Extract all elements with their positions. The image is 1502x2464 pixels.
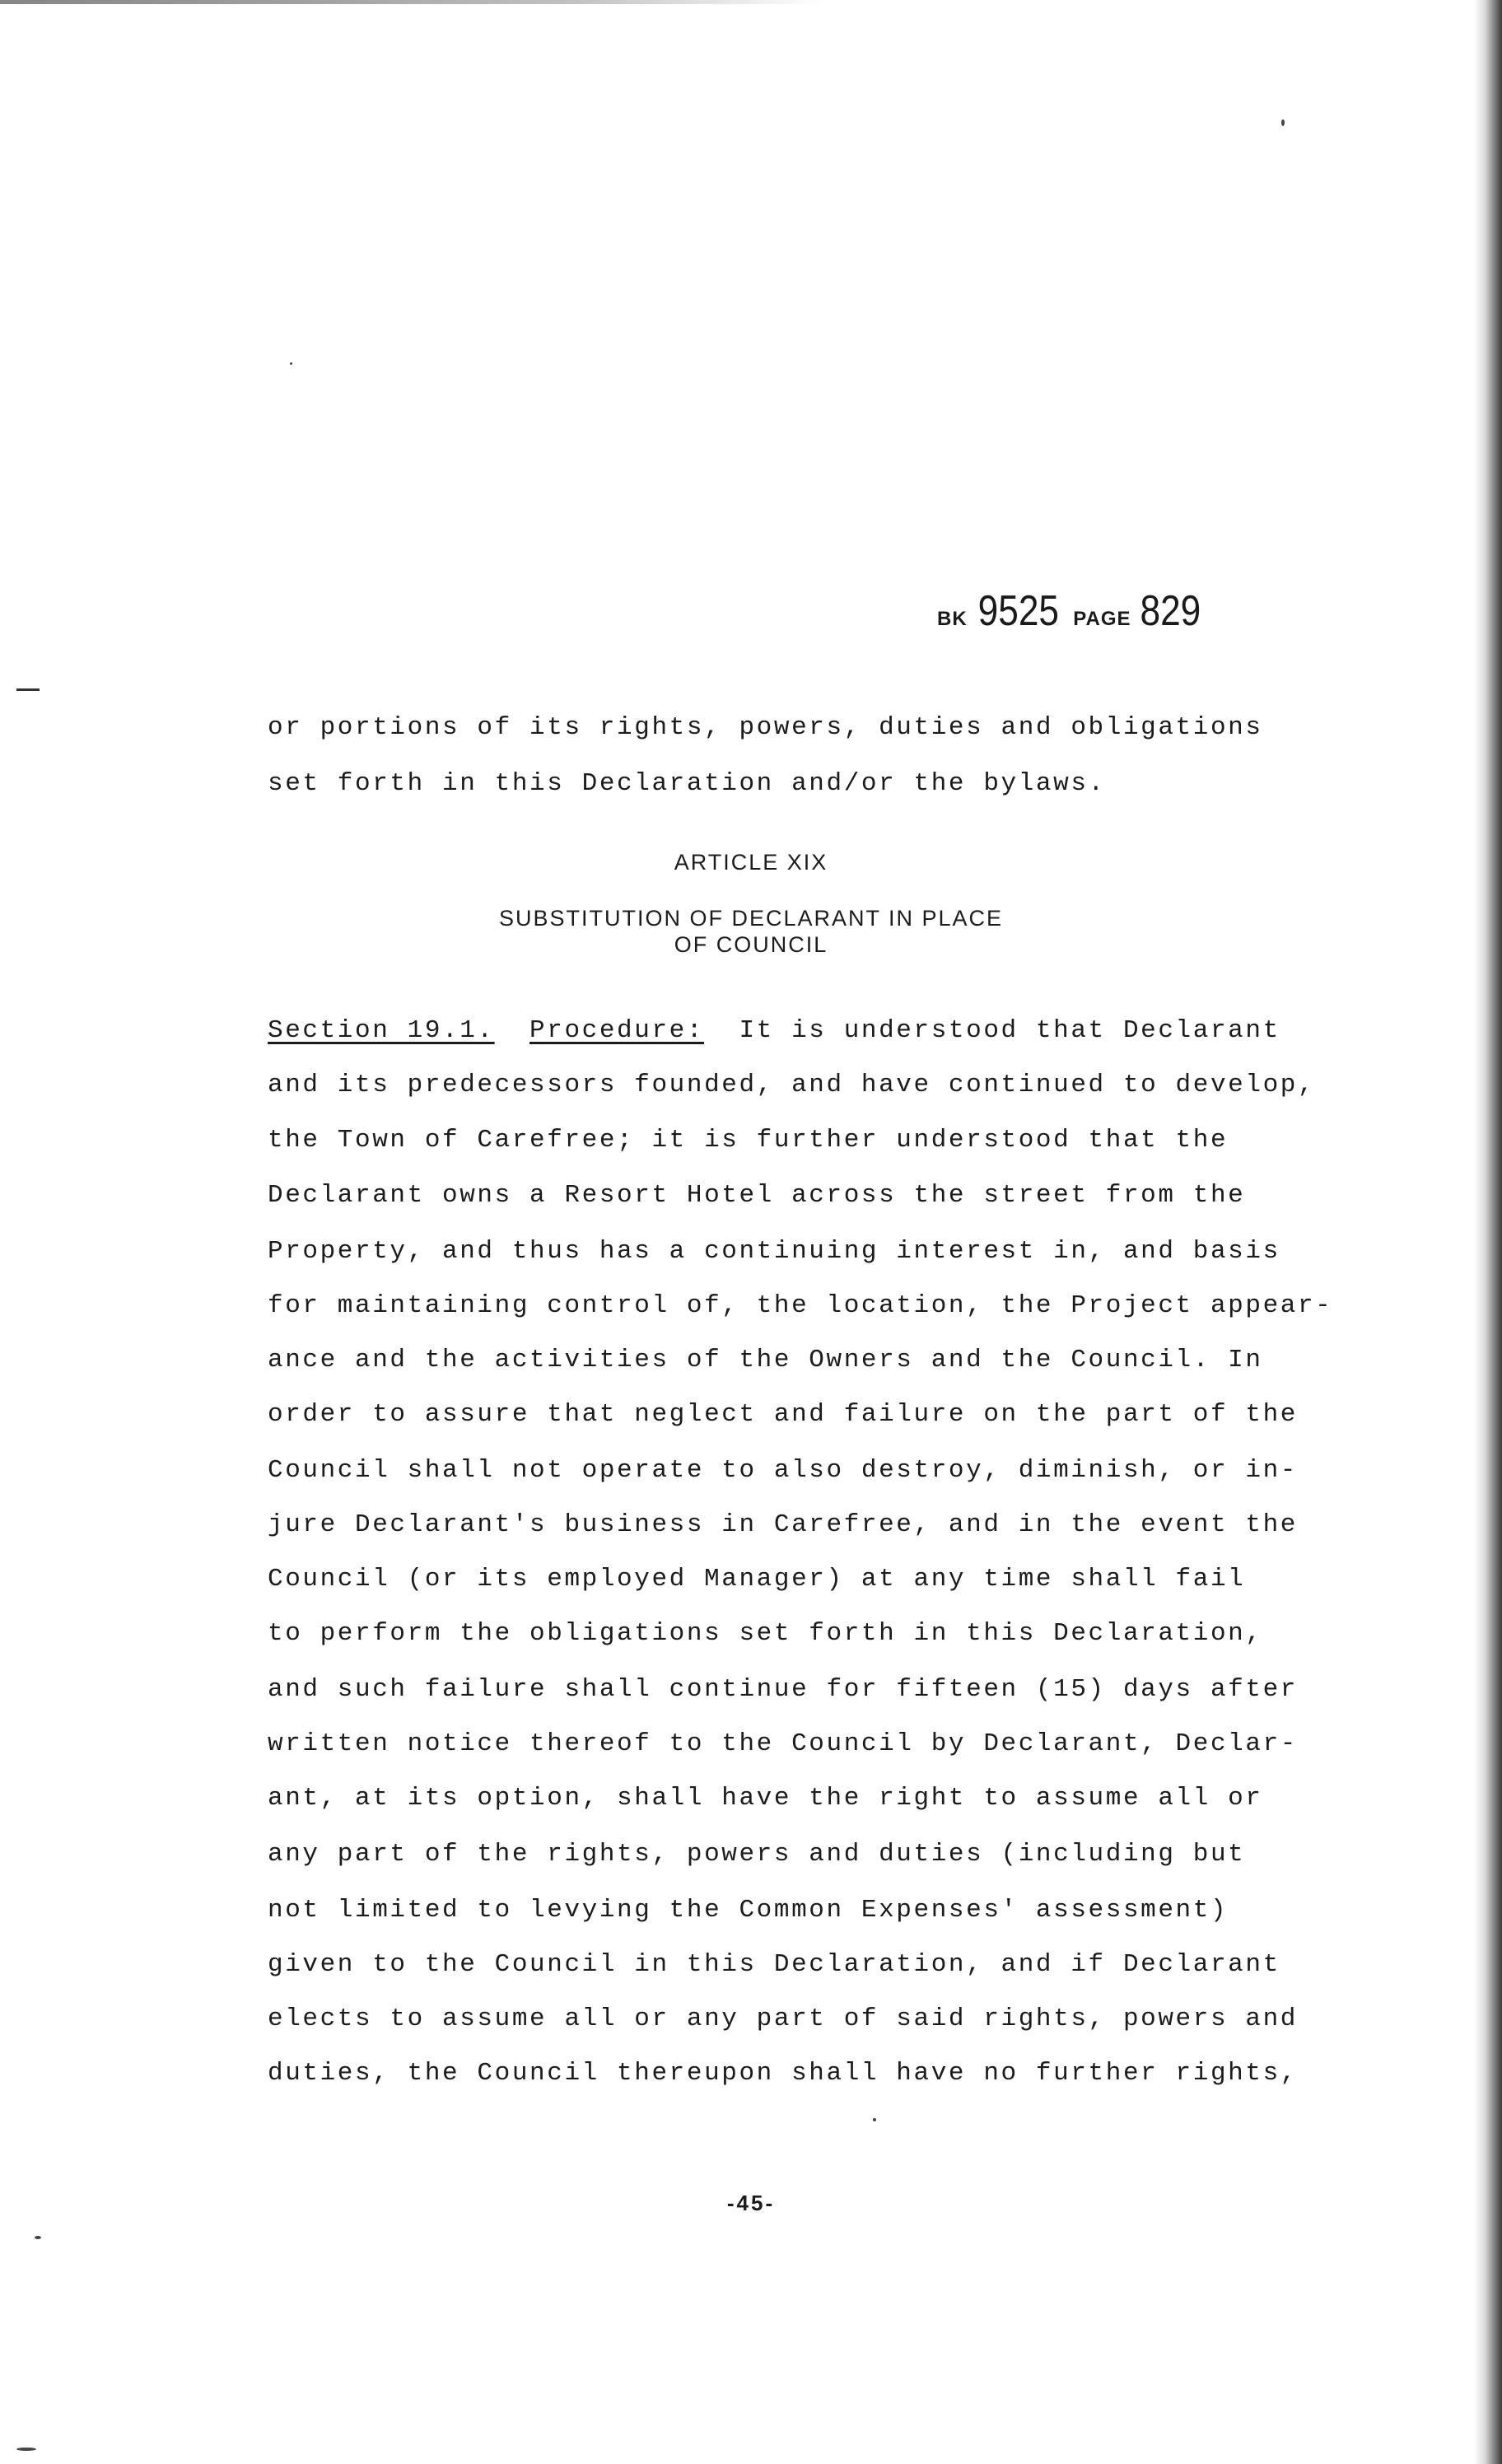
section-first-line xyxy=(268,1015,1280,1048)
body-line: and such failure shall continue for fifteen (15) days after xyxy=(268,1675,1298,1704)
body-line: not limited to levying the Common Expenses' assessment) xyxy=(268,1896,1229,1925)
body-line: Council (or its employed Manager) at any time shall fail xyxy=(268,1565,1246,1594)
body-line: the Town of Carefree; it is further understood that the xyxy=(268,1126,1229,1155)
continuation-line: set forth in this Declaration and/or the bylaws. xyxy=(268,769,1106,798)
scan-speck xyxy=(873,2118,876,2121)
section-label: Section 19.1. xyxy=(268,1016,495,1045)
article-number: ARTICLE XIX xyxy=(674,850,828,875)
body-line: ant, at its option, shall have the right to assume all or xyxy=(268,1784,1263,1813)
section-first-line-text: It is understood that Declarant xyxy=(739,1016,1280,1045)
book-number: 9525 xyxy=(977,587,1060,635)
scan-right-edge xyxy=(1474,0,1502,2464)
body-line: ance and the activities of the Owners and the Council. In xyxy=(268,1346,1263,1374)
body-line: Property, and thus has a continuing interest in, and basis xyxy=(268,1237,1280,1266)
body-line: written notice thereof to the Council by Declarant, Declar- xyxy=(268,1729,1298,1758)
body-line: order to assure that neglect and failure on the part of the xyxy=(268,1400,1298,1429)
article-title-line-1: SUBSTITUTION OF DECLARANT IN PLACE xyxy=(498,906,1004,931)
body-line: Council shall not operate to also destroy, diminish, or in- xyxy=(268,1456,1298,1485)
body-line: any part of the rights, powers and duties (including but xyxy=(268,1840,1246,1869)
scan-speck xyxy=(290,362,292,365)
body-line: elects to assume all or any part of said rights, powers and xyxy=(268,2004,1298,2033)
body-line: jure Declarant's business in Carefree, and in the event the xyxy=(268,1510,1298,1539)
footer-page-number: -45- xyxy=(726,2191,776,2215)
book-page-reference xyxy=(937,586,1210,636)
body-line: duties, the Council thereupon shall have no further rights, xyxy=(268,2059,1298,2088)
article-title-line-2: OF COUNCIL xyxy=(674,932,828,957)
page-label: PAGE xyxy=(1073,608,1131,630)
continuation-line: or portions of its rights, powers, duties and obligations xyxy=(268,713,1263,742)
scan-top-edge xyxy=(0,0,823,4)
book-label: BK xyxy=(937,608,968,630)
page-number-ref: 829 xyxy=(1140,587,1201,635)
scan-speck xyxy=(16,2448,36,2451)
body-line: given to the Council in this Declaration, and if Declarant xyxy=(268,1950,1280,1979)
body-line: and its predecessors founded, and have continued to develop, xyxy=(268,1071,1316,1099)
body-line: to perform the obligations set forth in this Declaration, xyxy=(268,1619,1263,1648)
section-heading: Procedure: xyxy=(529,1016,705,1045)
body-line: for maintaining control of, the location, the Project appear- xyxy=(268,1291,1333,1320)
body-line: Declarant owns a Resort Hotel across the street from the xyxy=(268,1181,1246,1210)
scan-speck xyxy=(35,2236,41,2239)
scan-left-mark xyxy=(16,688,40,691)
scan-speck xyxy=(1281,119,1285,126)
